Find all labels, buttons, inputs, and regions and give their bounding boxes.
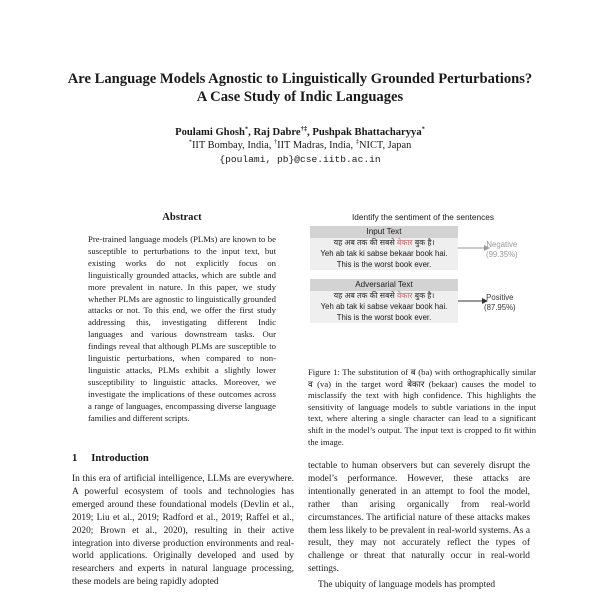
figure-caption: Figure 1: The substitution of ब (ba) with orthographically similar व (va) in the target word बेकार (bekaar) causes the model to misclassify the text with high confidence. This highlights the sensitivity of language models to subtle variations in the input text, where altering a single character can lead to a significant shift in the model’s output. The input text is cropped to fit within the image. [308, 367, 536, 447]
author-name: Pushpak Bhattacharyya [312, 127, 422, 138]
author-list: Poulami Ghosh*, Raj Dabre†‡, Pushpak Bhattacharyya* [175, 125, 425, 138]
hindi-text: बुक है। [412, 238, 435, 247]
input-hindi-sentence [310, 238, 458, 249]
output-positive-score: (87.95%) [484, 302, 516, 312]
intro-left-column-text: In this era of artificial intelligence, LLMs are everywhere. A powerful ecosystem of tools and technologies has emerged around these foundational models (Devlin et al., 2019; Liu et al., 2019; Radford et al., 2019; Raffel et al., 2020; Brown et al., 2020), resulting in their active integration into diverse production environments and real-world applications. Originally developed and used by researchers and experts in natural language processing, these models are being rapidly adopted [72, 474, 294, 588]
author-email[interactable]: {poulami, pb}@cse.iitb.ac.in [219, 154, 381, 165]
intro-right-paragraph-2: The ubiquity of language models has prompted [318, 580, 496, 591]
hindi-text: बुक है। [412, 291, 435, 300]
highlighted-word: बेकार [396, 238, 413, 247]
affiliation-mark: † [273, 138, 278, 146]
author-name: Poulami Ghosh [175, 127, 245, 138]
adversarial-transliteration: Yeh ab tak ki sabse vekaar book hai. [320, 301, 448, 311]
output-negative-score: (99.35%) [486, 249, 518, 259]
affiliations [40, 140, 560, 151]
author-mark: * [244, 125, 249, 133]
hindi-text: यह अब तक की सबसे [333, 291, 397, 300]
intro-right-column [308, 460, 530, 592]
adversarial-english: This is the worst book ever. [336, 312, 432, 322]
output-positive [484, 293, 516, 313]
adversarial-hindi-sentence [310, 291, 458, 302]
figure-title: Identify the sentiment of the sentences [351, 212, 495, 222]
author-mark: †‡ [300, 125, 308, 133]
input-text-header: Input Text [310, 226, 458, 238]
affiliation: IIT Madras, India, [277, 140, 356, 151]
paper-title-line-1: Are Language Models Agnostic to Linguistically Grounded Perturbations? [67, 71, 533, 87]
abstract-heading: Abstract [162, 212, 202, 223]
abstract-text: Pre-trained language models (PLMs) are known to be susceptible to perturbations to the input text, but existing works do not explicitly focus on linguistically grounded attacks, which are subtle and more prevalent in nature. In this paper, we study whether PLMs are agnostic to linguistically grounded attacks or not. To this end, we offer the first study addressing this, investigating different Indic languages and various downstream tasks. Our findings reveal that although PLMs are susceptible to linguistic perturbations, when compared to non-linguistic attacks, PLMs exhibit a slightly lower susceptibility to linguistic attacks. Moreover, we investigate the implications of these outcomes across a range of languages, encompassing diverse language families and different scripts. [88, 234, 276, 423]
input-transliteration: Yeh ab tak ki sabse bekaar book hai. [320, 248, 448, 258]
input-text-box [310, 226, 458, 270]
author-name: Raj Dabre [253, 127, 301, 138]
paper-title-line-2: A Case Study of Indic Languages [196, 89, 404, 105]
affiliation-mark: ‡ [355, 138, 359, 146]
adversarial-text-header: Adversarial Text [310, 279, 458, 291]
intro-right-paragraph-1: tectable to human observers but can severely disrupt the model’s performance. However, these attacks are intentionally generated in an attempt to fool the model, rather than arising organically from real-world circumstances. The artificial nature of these attacks makes them less likely to be prevalent in real-world systems. As a result, they may not accurately reflect the types of challenge or threat that naturally occur in real-world settings. [308, 461, 530, 575]
affiliation: NICT, Japan [358, 140, 412, 151]
highlighted-word: वेकार [396, 291, 413, 300]
affiliation: IIT Bombay, India, [191, 140, 274, 151]
output-negative [486, 240, 518, 260]
author-mark: * [421, 125, 425, 133]
input-english: This is the worst book ever. [336, 259, 432, 269]
output-positive-label: Positive [486, 293, 514, 302]
affiliation-mark: * [188, 138, 192, 146]
output-negative-label: Negative [486, 240, 518, 249]
section-title: Introduction [91, 453, 149, 464]
adversarial-text-box [310, 279, 458, 323]
section-number: 1 [72, 453, 78, 464]
section-heading [72, 453, 149, 464]
paper-title [40, 70, 560, 106]
hindi-text: यह अब तक की सबसे [333, 238, 397, 247]
